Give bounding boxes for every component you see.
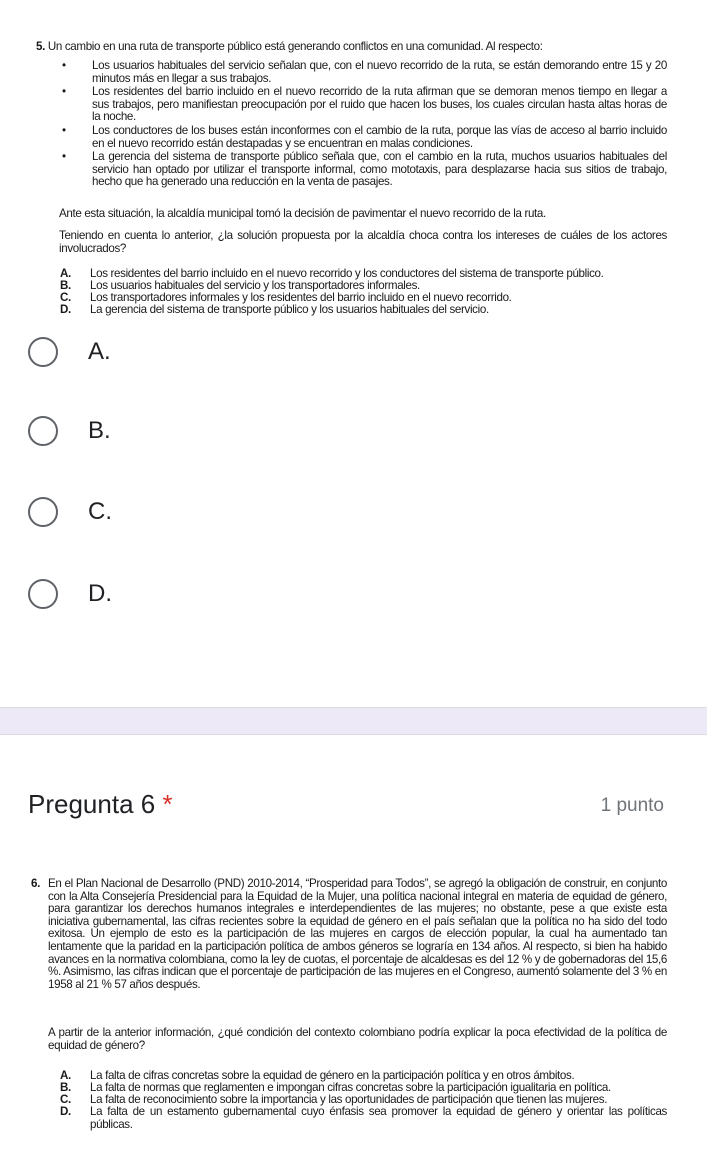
q6-stem: 6. En el Plan Nacional de Desarrollo (PND) 2010-2014, “Prosperidad para Todos”, se agregó la obligación de construir, en conjunto con la Alta Consejería Presidencial para la Equidad de la Mujer, una política nacional integral en materia de equidad de género, para garantizar los derechos humanos integrales e interdependientes de las mujeres; no obstante, pese a que existe esta iniciativa gubernamental, las cifras recientes sobre la equidad de género en el país señalan que la política no ha sido del todo exitosa. Un ejemplo de esto es la participación de las mujeres en cargos de elección popular, la cual ha aumentado tan lentamente que la paridad en la participación política de ambos géneros se lograría en 134 años. Al respecto, si bien ha habido avances en la normativa colombiana, como la ley de cuotas, el porcentaje de alcaldesas es del 12 % y de gobernadoras del 15,6 %. Asimismo, las cifras indican que el porcentaje de participación de las mujeres en el Congreso, aumentó solamente del 3 % en 1958 al 21 % 57 años después. bbox=[31, 877, 667, 991]
q5-bullet: • Los conductores de los buses están inconformes con el cambio de la ruta, porque las vías de acceso al barrio incluido en el nuevo recorrido están destapadas y se encuentran en malas condiciones. bbox=[62, 124, 667, 150]
q5-bullet: • Los residentes del barrio incluido en el nuevo recorrido de la ruta afirman que se demoran menos tiempo en llegar a sus trabajos, pero manifiestan preocupación por el ruido que hacen los buses, los cuales circulan hasta altas horas de la noche. bbox=[62, 85, 667, 124]
q6-option: A. La falta de cifras concretas sobre la equidad de género en la participación política y en otros ámbitos. bbox=[60, 1069, 575, 1082]
radio-circle[interactable] bbox=[28, 337, 58, 367]
q5-bullet: • La gerencia del sistema de transporte público señala que, con el cambio en la ruta, muchos usuarios habituales del servicio han optado por utilizar el transporte informal, como mototaxis, para desplazarse hacia sus sitios de trabajo, hecho que ha generado una reducción en la venta de pasajes. bbox=[62, 150, 667, 189]
q5-option: C. Los transportadores informales y los residentes del barrio incluido en el nuevo recorrido. bbox=[60, 291, 512, 304]
q6-option: B. La falta de normas que reglamenten e impongan cifras concretas sobre la participación igualitaria en política. bbox=[60, 1081, 611, 1094]
required-asterisk: * bbox=[162, 789, 173, 819]
radio-label: C. bbox=[88, 498, 112, 525]
q5-stem: 5. Un cambio en una ruta de transporte público está generando conflictos en una comunidad. Al respecto: bbox=[36, 40, 543, 53]
q6-option: C. La falta de reconocimiento sobre la importancia y las oportunidades de participación que tienen las mujeres. bbox=[60, 1093, 608, 1106]
question-points: 1 punto bbox=[600, 795, 664, 816]
question-title-text: Pregunta 6 bbox=[28, 789, 156, 819]
radio-circle[interactable] bbox=[28, 416, 58, 446]
radio-label: B. bbox=[88, 417, 111, 444]
radio-label: A. bbox=[88, 338, 111, 365]
q5-option: B. Los usuarios habituales del servicio y los transportadores informales. bbox=[60, 279, 420, 292]
q5-question: Teniendo en cuenta lo anterior, ¿la solución propuesta por la alcaldía choca contra los intereses de cuáles de los actores involucrados? bbox=[59, 229, 667, 255]
q6-question: A partir de la anterior información, ¿qué condición del contexto colombiano podría explicar la poca efectividad de la política de equidad de género? bbox=[48, 1026, 667, 1052]
q5-bullet: • Los usuarios habituales del servicio señalan que, con el nuevo recorrido de la ruta, se están demorando entre 15 y 20 minutos más en llegar a sus trabajos. bbox=[62, 59, 667, 85]
question-title bbox=[28, 789, 173, 820]
q5-option: D. La gerencia del sistema de transporte público y los usuarios habituales del servicio. bbox=[60, 303, 489, 316]
q5-situation: Ante esta situación, la alcaldía municipal tomó la decisión de pavimentar el nuevo recorrido de la ruta. bbox=[59, 207, 546, 220]
radio-option-b[interactable] bbox=[28, 416, 111, 446]
radio-option-c[interactable] bbox=[28, 497, 112, 527]
q5-option: A. Los residentes del barrio incluido en el nuevo recorrido y los conductores del sistema de transporte público. bbox=[60, 267, 604, 280]
radio-option-d[interactable] bbox=[28, 579, 112, 609]
radio-label: D. bbox=[88, 580, 112, 607]
radio-option-a[interactable] bbox=[28, 337, 111, 367]
section-divider bbox=[0, 707, 707, 735]
radio-circle[interactable] bbox=[28, 579, 58, 609]
q6-option: D. La falta de un estamento gubernamental cuyo énfasis sea promover la equidad de género y orientar las políticas públicas. bbox=[60, 1105, 667, 1131]
radio-circle[interactable] bbox=[28, 497, 58, 527]
